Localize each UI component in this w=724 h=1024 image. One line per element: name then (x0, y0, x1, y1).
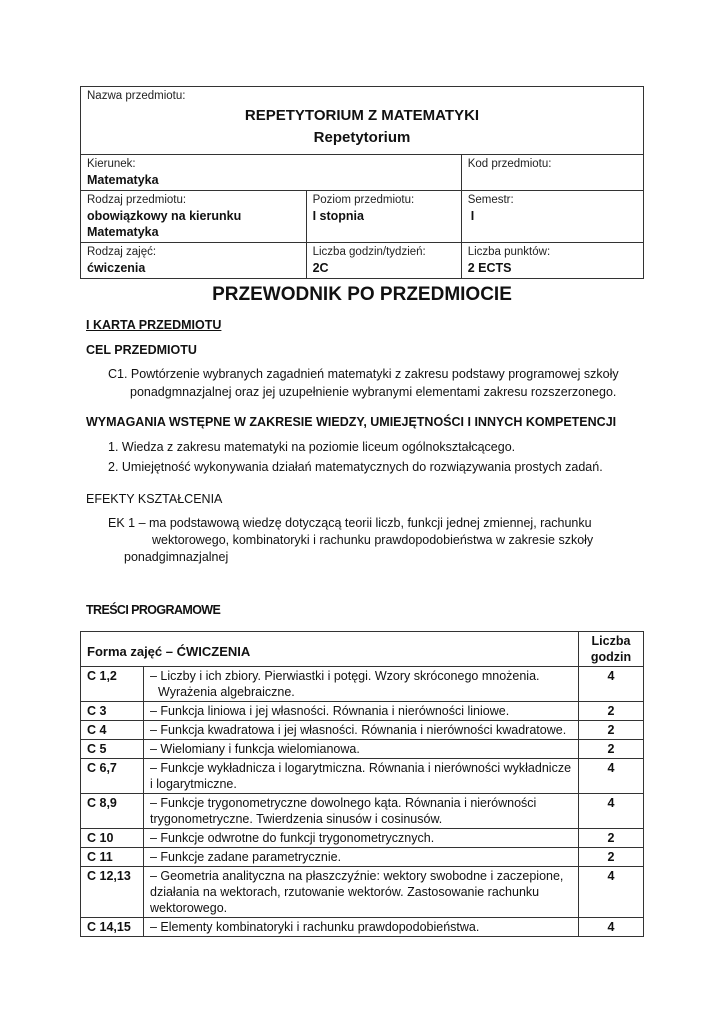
row-code: C 11 (81, 848, 144, 867)
course-type-value-2: Matematyka (87, 225, 159, 239)
row-topic: – Funkcja kwadratowa i jej własności. Równania i nierówności kwadratowe. (144, 721, 579, 740)
row-topic-line: – Funkcje wykładnicza i logarytmiczna. Równania i nierówności wykładnicze (150, 761, 572, 775)
class-type-cell (81, 243, 307, 279)
row-hours: 4 (579, 918, 644, 937)
row-code: C 12,13 (81, 867, 144, 918)
row-topic: – Funkcje zadane parametrycznie. (144, 848, 579, 867)
course-name: REPETYTORIUM Z MATEMATYKI (244, 107, 480, 124)
row-code: C 10 (81, 829, 144, 848)
table-row (81, 740, 644, 759)
prerequisite-item: 2. Umiejętność wykonywania działań matematycznych do rozwiązywania prostych zadań. (108, 460, 603, 474)
ects-value: 2 ECTS (467, 261, 512, 275)
course-type-label: Rodzaj przedmiotu: (87, 194, 187, 206)
course-code-label: Kod przedmiotu: (467, 158, 552, 170)
table-row (81, 721, 644, 740)
table-row (81, 759, 644, 794)
row-hours: 4 (579, 667, 644, 702)
course-subtitle: Repetytorium (313, 129, 411, 146)
row-hours: 2 (579, 721, 644, 740)
row-code: C 6,7 (81, 759, 144, 794)
field-of-study-label: Kierunek: (87, 158, 136, 170)
row-topic (144, 759, 579, 794)
row-hours: 2 (579, 829, 644, 848)
row-topic (144, 667, 579, 702)
table-row (81, 867, 644, 918)
row-code: C 1,2 (81, 667, 144, 702)
row-topic-line: – Geometria analityczna na płaszczyźnie: wektory swobodne i zaczepione, (150, 869, 564, 883)
ects-label: Liczba punktów: (467, 246, 551, 258)
table-row (81, 794, 644, 829)
course-name-label: Nazwa przedmiotu: (87, 90, 186, 102)
class-type-label: Rodzaj zajęć: (87, 246, 157, 258)
course-info-table (80, 86, 644, 279)
row-topic (144, 867, 579, 918)
table-row (81, 918, 644, 937)
program-hours-header (579, 632, 644, 667)
row-hours: 2 (579, 740, 644, 759)
course-goal-line-1: C1. Powtórzenie wybranych zagadnień matematyki z zakresu podstawy programowej szkoły (108, 367, 619, 381)
row-topic (144, 794, 579, 829)
row-topic: – Funkcje odwrotne do funkcji trygonometrycznych. (144, 829, 579, 848)
learning-outcomes-heading: EFEKTY KSZTAŁCENIA (86, 492, 223, 506)
table-row (81, 667, 644, 702)
course-code-cell (461, 155, 643, 191)
row-topic: – Elementy kombinatoryki i rachunku prawdopodobieństwa. (144, 918, 579, 937)
row-topic-line: – Liczby i ich zbiory. Pierwiastki i potęgi. Wzory skróconego mnożenia. (150, 669, 540, 683)
class-type-value: ćwiczenia (87, 261, 146, 275)
row-topic-line-2: i logarytmiczne. (150, 777, 237, 791)
row-code: C 4 (81, 721, 144, 740)
prerequisites-heading: WYMAGANIA WSTĘPNE W ZAKRESIE WIEDZY, UMIEJĘTNOŚCI I INNYCH KOMPETENCJI (86, 415, 617, 429)
hours-per-week-value: 2C (312, 261, 329, 275)
course-goal-heading: CEL PRZEDMIOTU (86, 343, 197, 357)
course-type-cell (81, 191, 307, 243)
hours-header-line-1: Liczba (591, 634, 631, 648)
row-topic-line-2: działania na wektorach, rzutowanie wektorów. Zastosowanie rachunku wektorowego. (150, 885, 540, 915)
course-level-cell (306, 191, 461, 243)
row-hours: 2 (579, 848, 644, 867)
row-code: C 3 (81, 702, 144, 721)
ects-cell (461, 243, 643, 279)
field-of-study-value: Matematyka (87, 173, 159, 187)
course-name-cell (81, 87, 644, 155)
row-topic-line: – Funkcje trygonometryczne dowolnego kąta. Równania i nierówności (150, 796, 537, 810)
field-of-study-cell (81, 155, 462, 191)
semester-value: I (470, 209, 475, 223)
outcome-ek1-line-3: ponadgimnazjalnej (124, 550, 229, 564)
outcome-ek1-line-2: wektorowego, kombinatoryki i rachunku prawdopodobieństwa w zakresie szkoły (152, 533, 594, 547)
course-level-value: I stopnia (312, 209, 364, 223)
hours-per-week-cell (306, 243, 461, 279)
course-card-heading: I KARTA PRZEDMIOTU (86, 318, 222, 332)
hours-header-line-2: godzin (590, 650, 632, 664)
table-row (81, 848, 644, 867)
program-form-header: Forma zajęć – ĆWICZENIA (81, 632, 579, 667)
program-table (80, 631, 644, 937)
row-topic: – Wielomiany i funkcja wielomianowa. (144, 740, 579, 759)
row-code: C 14,15 (81, 918, 144, 937)
outcome-ek1-line-1: EK 1 – ma podstawową wiedzę dotyczącą teorii liczb, funkcji jednej zmiennej, rachunku (108, 516, 592, 530)
table-row (81, 702, 644, 721)
guide-title: PRZEWODNIK PO PRZEDMIOCIE (212, 284, 512, 305)
semester-cell (461, 191, 643, 243)
row-code: C 8,9 (81, 794, 144, 829)
row-topic-line-2: trygonometryczne. Twierdzenia sinusów i cosinusów. (150, 812, 443, 826)
row-code: C 5 (81, 740, 144, 759)
course-type-value-1: obowiązkowy na kierunku (87, 209, 242, 223)
prerequisite-item: 1. Wiedza z zakresu matematyki na poziomie liceum ogólnokształcącego. (108, 440, 516, 454)
semester-label: Semestr: (467, 194, 514, 206)
hours-per-week-label: Liczba godzin/tydzień: (312, 246, 426, 258)
row-topic: – Funkcja liniowa i jej własności. Równania i nierówności liniowe. (144, 702, 579, 721)
course-level-label: Poziom przedmiotu: (312, 194, 415, 206)
row-topic-line-2: Wyrażenia algebraiczne. (158, 685, 295, 699)
table-row (81, 829, 644, 848)
program-content-heading: TREŚCI PROGRAMOWE (86, 603, 221, 617)
course-goal-line-2: ponadgmnazjalnej oraz jej uzupełnienie wybranymi elementami zakresu rozszerzonego. (130, 385, 617, 399)
row-hours: 4 (579, 759, 644, 794)
row-hours: 4 (579, 794, 644, 829)
row-hours: 2 (579, 702, 644, 721)
row-hours: 4 (579, 867, 644, 918)
